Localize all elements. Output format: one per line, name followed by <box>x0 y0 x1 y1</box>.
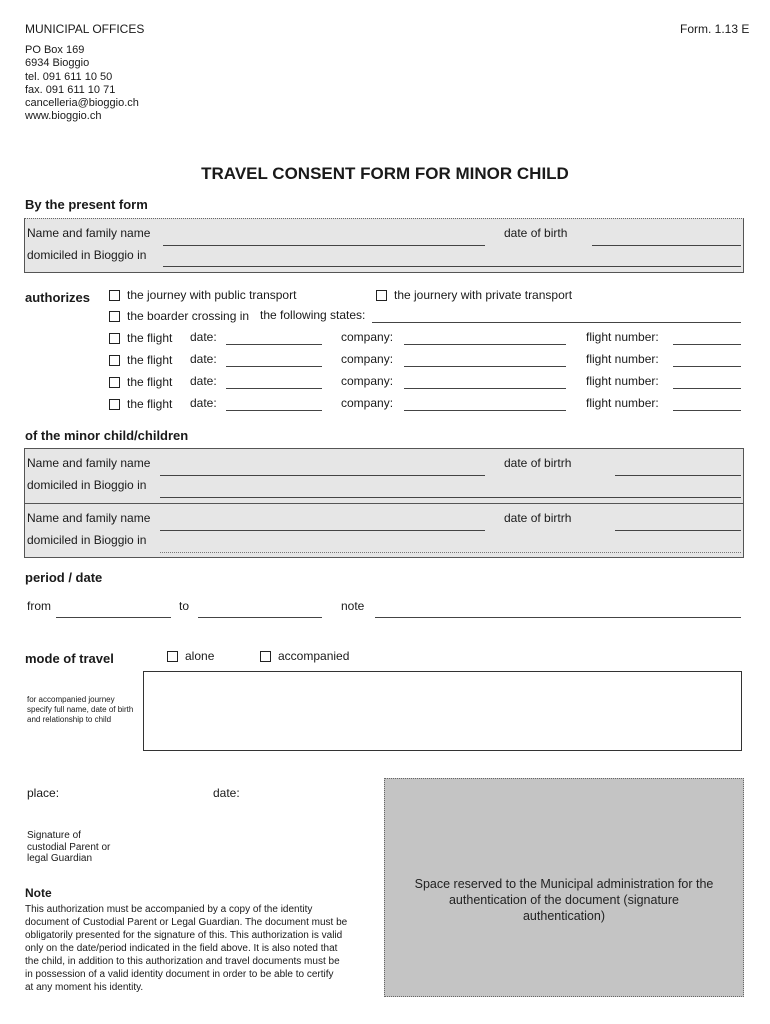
minor-domicile-label: domiciled in Bioggio in <box>27 478 147 492</box>
flight-date-field[interactable] <box>226 344 322 345</box>
states-field[interactable] <box>372 322 741 323</box>
minor-name-field[interactable] <box>160 475 485 476</box>
parent-name-field[interactable] <box>163 245 485 246</box>
period-to-label: to <box>179 599 190 613</box>
address-block <box>25 44 139 124</box>
flight-number-field[interactable] <box>673 388 741 389</box>
signature-label-line: Signature of <box>27 830 81 841</box>
section-heading-mode: mode of travel <box>25 651 114 666</box>
accompanied-label: accompanied <box>278 649 350 663</box>
note-line: This authorization must be accompanied by a copy of the identity <box>25 904 313 915</box>
flight-company-field[interactable] <box>404 388 566 389</box>
note-line: only on the date/period indicated in the field above. It is also noted that <box>25 943 338 954</box>
private-transport-label: the journery with private transport <box>394 288 573 302</box>
flight-number-field[interactable] <box>673 344 741 345</box>
section-heading-present: By the present form <box>25 197 148 212</box>
flight-checkbox[interactable] <box>109 333 120 344</box>
note-line: at any moment his identity. <box>25 982 144 993</box>
flight-company-field[interactable] <box>404 410 566 411</box>
flight-label: the flight <box>127 397 173 411</box>
period-note-label: note <box>341 599 365 613</box>
flight-date-label: date: <box>190 352 217 366</box>
section-heading-period: period / date <box>25 570 103 585</box>
flight-number-label: flight number: <box>586 374 659 388</box>
flight-date-label: date: <box>190 374 217 388</box>
flight-number-label: flight number: <box>586 352 659 366</box>
flight-company-field[interactable] <box>404 344 566 345</box>
minor-name-label: Name and family name <box>27 456 151 470</box>
minor-dob-label: date of birtrh <box>504 511 572 525</box>
form-number: Form. 1.13 E <box>680 22 750 36</box>
minor-dob-field[interactable] <box>615 475 741 476</box>
flight-date-field[interactable] <box>226 366 322 367</box>
accompanied-hint-line: specify full name, date of birth <box>27 705 134 714</box>
minor-domicile-label: domiciled in Bioggio in <box>27 533 147 547</box>
flight-company-label: company: <box>341 374 394 388</box>
parent-domicile-label: domiciled in Bioggio in <box>27 248 147 262</box>
note-line: document of Custodial Parent or Legal Guardian. The document must be <box>25 917 348 928</box>
period-from-field[interactable] <box>56 617 171 618</box>
flight-checkbox[interactable] <box>109 355 120 366</box>
public-transport-label: the journey with public transport <box>127 288 297 302</box>
flight-date-label: date: <box>190 396 217 410</box>
note-line: obligatorily presented for the signature of this. This authorization is valid <box>25 930 343 941</box>
minor-domicile-field[interactable] <box>160 552 741 553</box>
address-line: cancelleria@bioggio.ch <box>25 97 139 110</box>
accompanied-details-textbox[interactable] <box>143 671 742 751</box>
private-transport-checkbox[interactable] <box>376 290 387 301</box>
section-heading-authorizes: authorizes <box>25 290 91 305</box>
reserved-text <box>385 876 743 924</box>
minor-dob-label: date of birtrh <box>504 456 572 470</box>
form-title: TRAVEL CONSENT FORM FOR MINOR CHILD <box>201 164 569 183</box>
minor-dob-field[interactable] <box>615 530 741 531</box>
note-heading: Note <box>25 886 52 900</box>
place-label: place: <box>27 786 60 800</box>
parent-domicile-field[interactable] <box>163 266 741 267</box>
period-from-label: from <box>27 599 51 613</box>
date-label: date: <box>213 786 240 800</box>
minor-divider <box>24 503 744 504</box>
accompanied-hint-line: and relationship to child <box>27 715 112 724</box>
flight-company-label: company: <box>341 396 394 410</box>
flight-label: the flight <box>127 331 173 345</box>
signature-label <box>27 830 110 865</box>
flight-checkbox[interactable] <box>109 399 120 410</box>
parent-name-label: Name and family name <box>27 226 151 240</box>
period-to-field[interactable] <box>198 617 322 618</box>
address-line: 6934 Bioggio <box>25 57 90 70</box>
alone-label: alone <box>185 649 215 663</box>
flight-number-label: flight number: <box>586 396 659 410</box>
flight-company-label: company: <box>341 330 394 344</box>
org-name: MUNICIPAL OFFICES <box>25 22 145 36</box>
signature-label-line: legal Guardian <box>27 853 93 864</box>
note-line: in possession of a valid identity document in order to be able to certify <box>25 969 334 980</box>
period-note-field[interactable] <box>375 617 741 618</box>
accompanied-hint-line: for accompanied journey <box>27 695 115 704</box>
section-heading-minor: of the minor child/children <box>25 428 189 443</box>
flight-number-field[interactable] <box>673 366 741 367</box>
reserved-text-line: authentication) <box>522 909 605 923</box>
minor-domicile-field[interactable] <box>160 497 741 498</box>
minor-name-field[interactable] <box>160 530 485 531</box>
reserved-text-line: authentication of the document (signature <box>448 893 679 907</box>
authentication-reserved-box <box>384 778 744 997</box>
address-line: www.bioggio.ch <box>25 110 102 123</box>
public-transport-checkbox[interactable] <box>109 290 120 301</box>
border-crossing-label: the boarder crossing in <box>127 309 250 323</box>
following-states-label: the following states: <box>260 308 366 322</box>
parent-dob-label: date of birth <box>504 226 568 240</box>
alone-checkbox[interactable] <box>167 651 178 662</box>
border-crossing-checkbox[interactable] <box>109 311 120 322</box>
flight-date-field[interactable] <box>226 388 322 389</box>
address-line: fax. 091 611 10 71 <box>25 83 116 96</box>
flight-checkbox[interactable] <box>109 377 120 388</box>
accompanied-checkbox[interactable] <box>260 651 271 662</box>
flight-company-field[interactable] <box>404 366 566 367</box>
flight-date-label: date: <box>190 330 217 344</box>
reserved-text-line: Space reserved to the Municipal administration for the <box>414 877 714 891</box>
signature-label-line: custodial Parent or <box>27 841 111 853</box>
accompanied-hint <box>27 695 133 725</box>
flight-date-field[interactable] <box>226 410 322 411</box>
flight-label: the flight <box>127 375 173 389</box>
flight-label: the flight <box>127 353 173 367</box>
note-text <box>25 903 371 994</box>
flight-number-label: flight number: <box>586 330 659 344</box>
flight-company-label: company: <box>341 352 394 366</box>
flight-number-field[interactable] <box>673 410 741 411</box>
address-line: tel. 091 611 10 50 <box>25 70 113 83</box>
address-line: PO Box 169 <box>25 44 85 56</box>
minor-name-label: Name and family name <box>27 511 151 525</box>
parent-dob-field[interactable] <box>592 245 741 246</box>
note-line: the child, in addition to this authorization and travel documents must be <box>25 956 340 967</box>
